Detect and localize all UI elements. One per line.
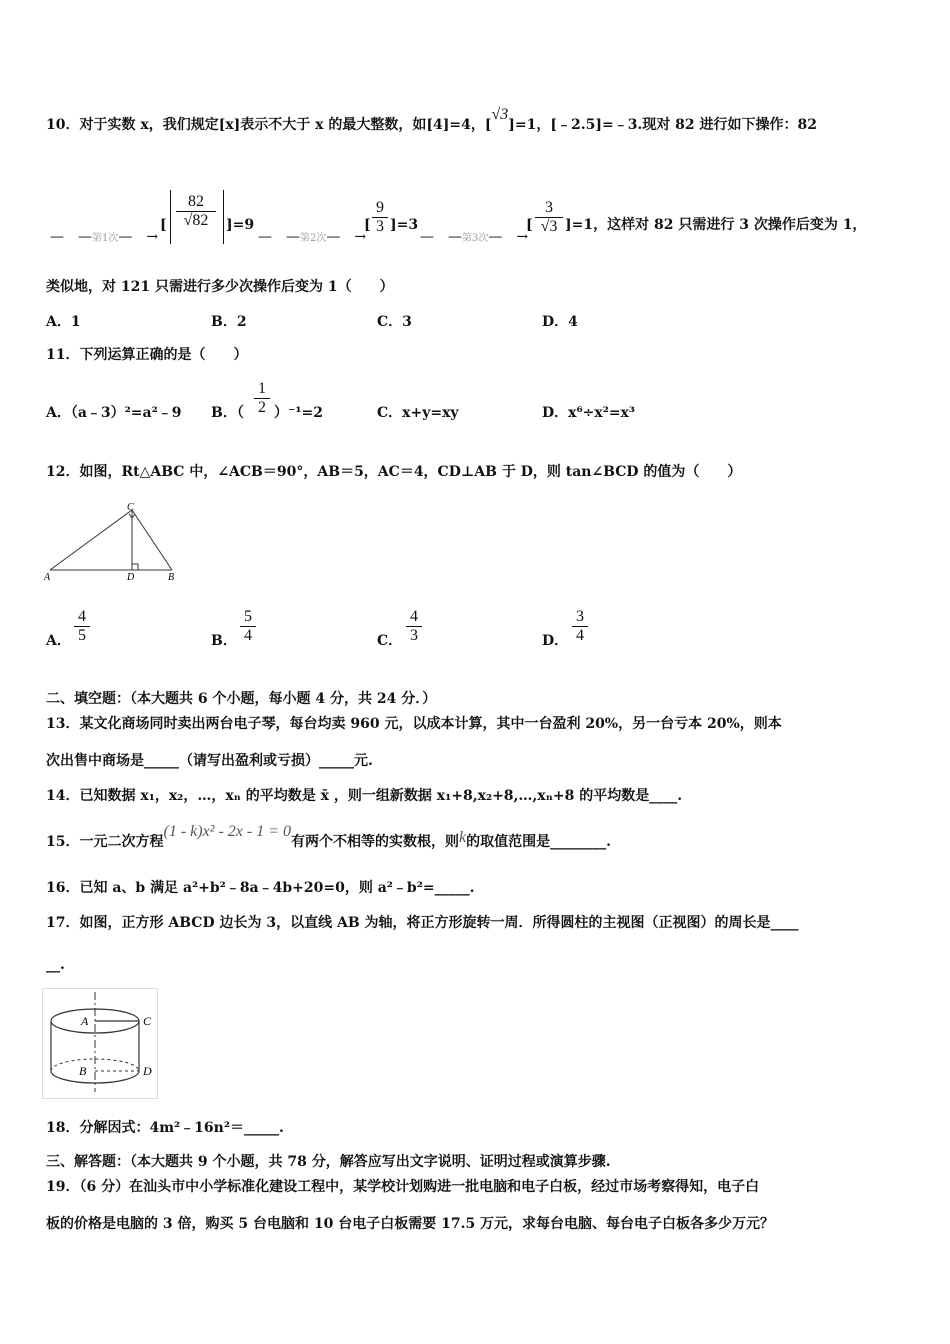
q11-option-b-tail: ）⁻¹=2 bbox=[274, 405, 323, 421]
q11-stem: 11．下列运算正确的是（ ） bbox=[46, 347, 248, 363]
label-a: A bbox=[44, 572, 51, 582]
q10-option-c[interactable]: C．3 bbox=[377, 314, 412, 330]
q15-equation: (1 - k)x² - 2x - 1 = 0 bbox=[163, 823, 292, 840]
q10-line1: 10．对于实数 x，我们规定[x]表示不大于 x 的最大整数，如[4]=4，[√3]=1，[﹣2.5]=﹣3.现对 82 进行如下操作：82 bbox=[46, 106, 818, 133]
q19-line2: 板的价格是电脑的 3 倍，购买 5 台电脑和 10 台电子白板需要 17.5 万元，求每台电脑、每台电子白板各多少万元？ bbox=[46, 1216, 775, 1232]
q12-option-d[interactable]: D． bbox=[542, 633, 569, 649]
q10-line3: 类似地，对 121 只需进行多少次操作后变为 1（ ） bbox=[46, 279, 394, 295]
label-a: A bbox=[81, 1014, 89, 1028]
arrow-1: — —第1次— → bbox=[50, 229, 159, 245]
label-c: C bbox=[143, 1014, 152, 1028]
q12-frac-a: 4 5 bbox=[74, 608, 90, 645]
arrow-2: — —第2次— → bbox=[258, 229, 367, 245]
cylinder-figure bbox=[42, 988, 162, 1100]
label-c: C bbox=[127, 502, 134, 513]
q19-line1: 19．（6 分）在汕头市中小学标准化建设工程中，某学校计划购进一批电脑和电子白板，经过市场考察得知，电子白 bbox=[46, 1179, 760, 1195]
q11-option-a[interactable]: A．（a﹣3）²=a²﹣9 bbox=[46, 405, 182, 421]
side-ac bbox=[50, 510, 132, 570]
q15: 15．一元二次方程(1 - k)x² - 2x - 1 = 0有两个不相等的实数根，则k的取值范围是________. bbox=[46, 823, 612, 850]
figure-frame bbox=[43, 989, 158, 1099]
q17-line1: 17．如图，正方形 ABCD 边长为 3，以直线 AB 为轴，将正方形旋转一周．所得圆柱的主视图（正视图）的周长是____ bbox=[46, 915, 799, 931]
q12-option-b[interactable]: B． bbox=[211, 633, 237, 649]
q15-k: k bbox=[459, 829, 467, 846]
q11-option-d[interactable]: D．x⁶÷x²=x³ bbox=[542, 405, 636, 421]
q16: 16．已知 a、b 满足 a²+b²﹣8a﹣4b+20=0，则 a²﹣b²=_____. bbox=[46, 880, 475, 896]
section-2-heading: 二、填空题：（本大题共 6 个小题，每小题 4 分，共 24 分．） bbox=[46, 691, 437, 707]
q12-frac-d: 3 4 bbox=[572, 608, 588, 645]
label-b: B bbox=[79, 1064, 87, 1078]
q12-option-a[interactable]: A． bbox=[46, 633, 71, 649]
q12-option-c[interactable]: C． bbox=[377, 633, 403, 649]
q12-frac-b: 5 4 bbox=[240, 608, 256, 645]
q11-option-c[interactable]: C．x+y=xy bbox=[377, 405, 459, 421]
frac-3-sqrt3: 3 √3 bbox=[535, 199, 563, 236]
right-angle-mark-d bbox=[132, 564, 138, 570]
label-d: D bbox=[127, 572, 135, 582]
triangle-figure bbox=[44, 502, 178, 582]
side-cb bbox=[132, 510, 172, 570]
q10-option-b[interactable]: B．2 bbox=[211, 314, 247, 330]
eq-9: ]=9 bbox=[226, 217, 255, 233]
q18: 18．分解因式：4m²﹣16n²＝_____. bbox=[46, 1120, 284, 1136]
q17-line2: __. bbox=[46, 957, 65, 973]
q10-option-a[interactable]: A．1 bbox=[46, 314, 81, 330]
label-d: D bbox=[143, 1064, 152, 1078]
q13-line2: 次出售中商场是_____（请写出盈利或亏损）_____元. bbox=[46, 753, 373, 769]
q13-line1: 13．某文化商场同时卖出两台电子琴，每台均卖 960 元，以成本计算，其中一台盈利 20%，另一台亏本 20%，则本 bbox=[46, 716, 782, 732]
section-3-heading: 三、解答题：（本大题共 9 个小题，共 78 分，解答应写出文字说明、证明过程或演算步骤. bbox=[46, 1154, 611, 1170]
q11-frac-half: 1 2 bbox=[254, 380, 270, 417]
label-b: B bbox=[168, 572, 175, 582]
sqrt3: √3 bbox=[491, 106, 509, 123]
q10-option-d[interactable]: D．4 bbox=[542, 314, 578, 330]
q12-stem: 12．如图，Rt△ABC 中，∠ACB＝90°，AB＝5，AC＝4，CD⊥AB 于 D，则 tan∠BCD 的值为（ ） bbox=[46, 464, 742, 480]
frac-82-sqrt82: 82 √82 bbox=[176, 193, 216, 230]
q12-frac-c: 4 3 bbox=[406, 608, 422, 645]
q14: 14．已知数据 x₁，x₂，…，xₙ 的平均数是 x̄ ，则一组新数据 x₁+8,x₂+8,…,xₙ+8 的平均数是____. bbox=[46, 788, 683, 804]
arrow-3: — —第3次— → bbox=[420, 229, 529, 245]
q11-option-b[interactable]: B．（ bbox=[211, 405, 244, 421]
eq-1-text: ]=1，这样对 82 只需进行 3 次操作后变为 1， bbox=[565, 217, 867, 233]
eq-3: ]=3 bbox=[390, 217, 419, 233]
frac-9-3: 9 3 bbox=[372, 199, 388, 236]
